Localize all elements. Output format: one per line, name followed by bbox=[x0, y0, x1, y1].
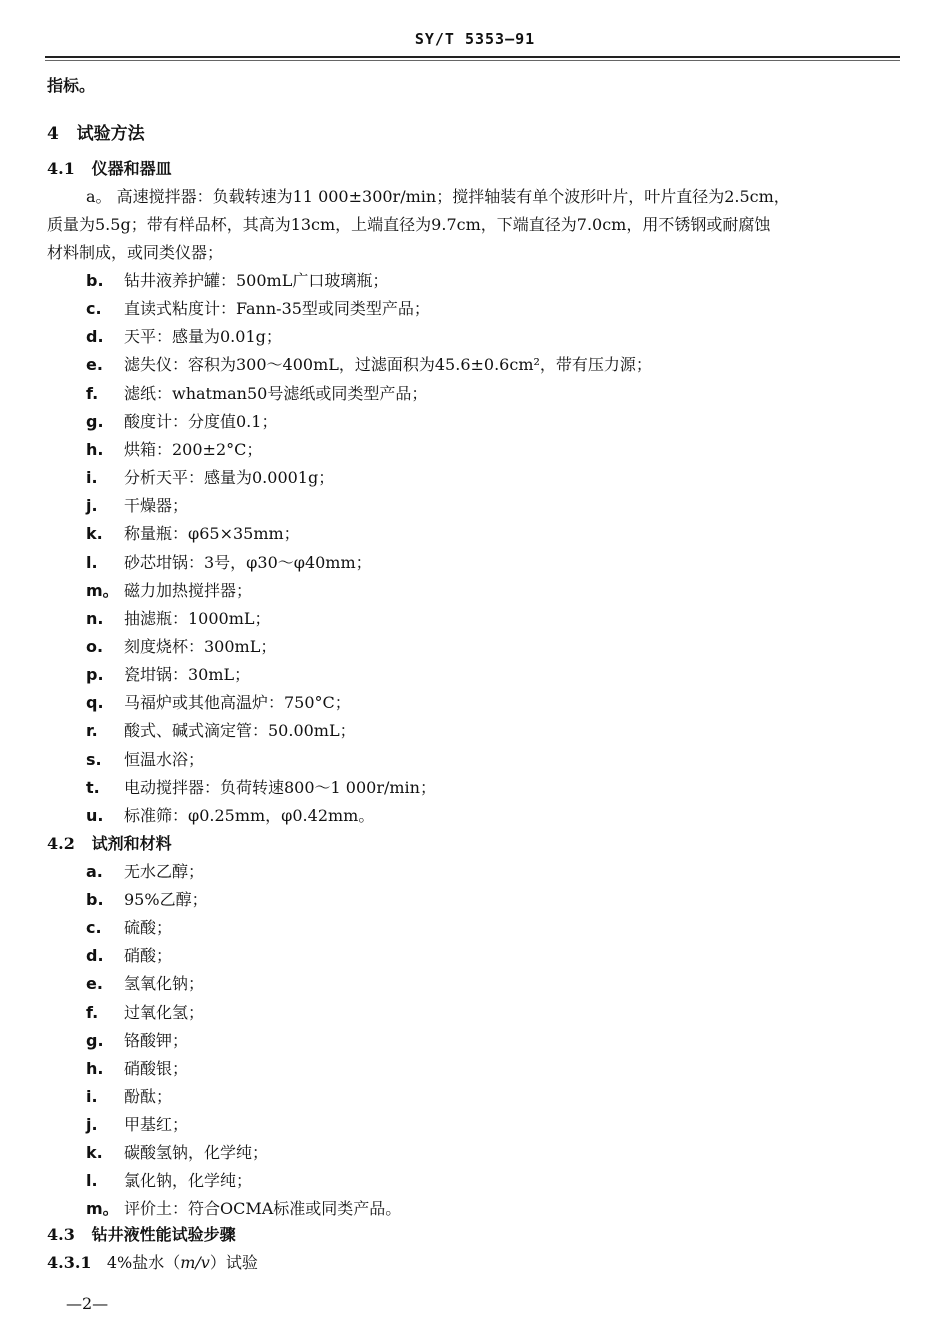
list-item bbox=[86, 578, 252, 601]
list-item-text: 天平：感量为0.01g； bbox=[124, 327, 282, 347]
header-rule-thin bbox=[45, 60, 900, 61]
list-item bbox=[86, 550, 372, 573]
list-marker: s. bbox=[86, 749, 102, 769]
list-marker: c. bbox=[86, 299, 102, 319]
section-number: 4.2 bbox=[47, 834, 75, 853]
list-item bbox=[86, 943, 172, 966]
section-4-heading bbox=[47, 119, 145, 144]
list-item-text: 甲基红； bbox=[124, 1114, 189, 1134]
list-marker: i. bbox=[86, 1086, 98, 1106]
list-item-text: 硝酸银； bbox=[124, 1058, 189, 1078]
list-item bbox=[86, 747, 204, 770]
list-item-text: 瓷坩锅：30mL； bbox=[124, 665, 251, 685]
list-marker: l. bbox=[86, 1171, 98, 1191]
list-marker: j. bbox=[86, 1114, 98, 1134]
list-item bbox=[86, 268, 388, 291]
list-item-text: 电动搅拌器：负荷转速800～1 000r/min； bbox=[124, 777, 436, 797]
list-item bbox=[86, 634, 276, 657]
section-number: 4.3.1 bbox=[47, 1253, 92, 1272]
list-item-text: 氯化钠，化学纯； bbox=[124, 1171, 253, 1191]
list-marker: o. bbox=[86, 636, 104, 656]
list-item bbox=[86, 718, 356, 741]
list-marker: b. bbox=[86, 890, 104, 910]
list-item bbox=[86, 1140, 268, 1163]
list-marker: r. bbox=[86, 721, 98, 741]
list-item bbox=[86, 775, 436, 798]
section-4-3-heading bbox=[47, 1222, 236, 1245]
section-4-1-heading bbox=[47, 156, 172, 179]
item-a-line2: 质量为5.5g；带有样品杯，其高为13cm，上端直径为9.7cm，下端直径为7.0cm，用不锈钢或耐腐蚀 bbox=[47, 215, 771, 234]
list-item-text: 无水乙醇； bbox=[124, 862, 205, 881]
list-item-text: 氢氧化钠； bbox=[124, 974, 205, 994]
list-item bbox=[86, 1056, 188, 1079]
list-item-text: 过氧化氢； bbox=[124, 1002, 205, 1022]
list-item bbox=[86, 465, 334, 488]
heading-text-italic: m/v bbox=[180, 1253, 210, 1272]
list-marker: f. bbox=[86, 383, 99, 403]
list-marker: t. bbox=[86, 777, 100, 797]
standard-code-header: SY/T 5353—91 bbox=[414, 30, 536, 48]
list-item bbox=[86, 1168, 252, 1191]
list-marker: a. bbox=[86, 862, 103, 881]
list-item-text: 烘箱：200±2°C； bbox=[124, 439, 263, 459]
list-marker: u. bbox=[86, 805, 104, 825]
list-marker: j. bbox=[86, 496, 98, 516]
item-a-line1: a。 高速搅拌器：负载转速为11 000±300r/min；搅拌轴装有单个波形叶片，叶片直径为2.5cm， bbox=[86, 187, 790, 206]
list-item bbox=[86, 915, 172, 938]
list-item-text: 分析天平：感量为0.0001g； bbox=[124, 468, 335, 488]
section-4-3-1-heading bbox=[47, 1250, 258, 1273]
list-marker: d. bbox=[86, 946, 104, 966]
list-marker: h. bbox=[86, 439, 104, 459]
list-marker: f. bbox=[86, 1002, 99, 1022]
list-item-text: 酸度计：分度值0.1； bbox=[124, 411, 278, 431]
list-item bbox=[86, 324, 282, 347]
list-item-text: 滤纸：whatman50号滤纸或同类型产品； bbox=[124, 383, 428, 403]
list-item-text: 磁力加热搅拌器； bbox=[124, 580, 253, 600]
section-4-2-heading bbox=[47, 831, 172, 854]
item-a-line3: 材料制成，或同类仪器； bbox=[47, 243, 224, 262]
list-item bbox=[86, 859, 204, 882]
list-item-text: 刻度烧杯：300mL； bbox=[124, 636, 277, 656]
list-marker: c. bbox=[86, 918, 102, 938]
section-title: 钻井液性能试验步骤 bbox=[91, 1225, 236, 1244]
header-rule bbox=[45, 56, 900, 58]
list-item bbox=[86, 409, 277, 432]
list-item bbox=[86, 381, 427, 404]
list-item-text: 称量瓶：φ65×35mm； bbox=[124, 524, 300, 544]
list-item-text: 评价土：符合OCMA标准或同类产品。 bbox=[124, 1199, 402, 1219]
list-item bbox=[86, 352, 652, 375]
list-item bbox=[86, 437, 262, 460]
list-item bbox=[86, 493, 188, 516]
list-item bbox=[86, 1112, 188, 1135]
list-marker: n. bbox=[86, 608, 104, 628]
list-item bbox=[86, 1028, 188, 1051]
list-item-text: 马福炉或其他高温炉：750°C； bbox=[124, 693, 351, 713]
section-number: 4.1 bbox=[47, 159, 75, 178]
section-number: 4 bbox=[47, 124, 59, 144]
list-item-text: 砂芯坩锅：3号，φ30～φ40mm； bbox=[124, 552, 372, 572]
list-marker: g. bbox=[86, 1030, 104, 1050]
list-marker: b. bbox=[86, 271, 104, 290]
list-item bbox=[86, 606, 271, 629]
list-item bbox=[86, 887, 208, 910]
list-item-text: 碳酸氢钠，化学纯； bbox=[124, 1143, 269, 1162]
list-item bbox=[86, 521, 300, 544]
list-marker: k. bbox=[86, 1143, 103, 1162]
section-title: 试验方法 bbox=[76, 124, 145, 144]
list-marker: m。 bbox=[86, 580, 119, 600]
list-marker: l. bbox=[86, 552, 98, 572]
list-item bbox=[86, 1084, 172, 1107]
list-item-text: 抽滤瓶：1000mL； bbox=[124, 608, 271, 628]
list-marker: e. bbox=[86, 355, 103, 375]
intro-text: 指标。 bbox=[47, 76, 96, 95]
list-marker: k. bbox=[86, 524, 103, 544]
list-marker: q. bbox=[86, 693, 104, 713]
list-item-text: 标准筛：φ0.25mm，φ0.42mm。 bbox=[124, 805, 375, 825]
list-item-text: 95%乙醇； bbox=[124, 890, 208, 910]
list-item-text: 钻井液养护罐：500mL广口玻璃瓶； bbox=[124, 271, 389, 290]
list-item bbox=[86, 690, 351, 713]
list-item bbox=[86, 1000, 204, 1023]
list-item-text: 干燥器； bbox=[124, 496, 189, 516]
section-number: 4.3 bbox=[47, 1225, 75, 1244]
list-item-text: 硫酸； bbox=[124, 918, 173, 938]
list-marker: g. bbox=[86, 411, 104, 431]
heading-text-post: ）试验 bbox=[209, 1253, 258, 1272]
list-item bbox=[86, 296, 430, 319]
list-marker: e. bbox=[86, 974, 103, 994]
list-item-text: 硝酸； bbox=[124, 946, 173, 966]
heading-text-pre: 4%盐水（ bbox=[106, 1253, 181, 1272]
list-item bbox=[86, 662, 250, 685]
list-item-text: 滤失仪：容积为300～400mL，过滤面积为45.6±0.6cm²，带有压力源； bbox=[124, 355, 652, 375]
list-item-text: 直读式粘度计：Fann-35型或同类型产品； bbox=[124, 299, 430, 319]
section-title: 仪器和器皿 bbox=[91, 159, 172, 178]
list-item-text: 铬酸钾； bbox=[124, 1030, 189, 1050]
list-item-text: 恒温水浴； bbox=[124, 749, 205, 769]
list-marker: d. bbox=[86, 327, 104, 347]
list-marker: p. bbox=[86, 665, 104, 685]
list-item-text: 酸式、碱式滴定管：50.00mL； bbox=[124, 721, 356, 741]
list-item bbox=[86, 803, 374, 826]
list-item-text: 酚酞； bbox=[124, 1086, 173, 1106]
list-item bbox=[86, 1196, 401, 1219]
list-marker: h. bbox=[86, 1058, 104, 1078]
list-marker: i. bbox=[86, 468, 98, 488]
page-number: —2— bbox=[66, 1294, 109, 1313]
list-item bbox=[86, 971, 204, 994]
list-marker: m。 bbox=[86, 1199, 119, 1219]
section-title: 试剂和材料 bbox=[91, 834, 172, 853]
